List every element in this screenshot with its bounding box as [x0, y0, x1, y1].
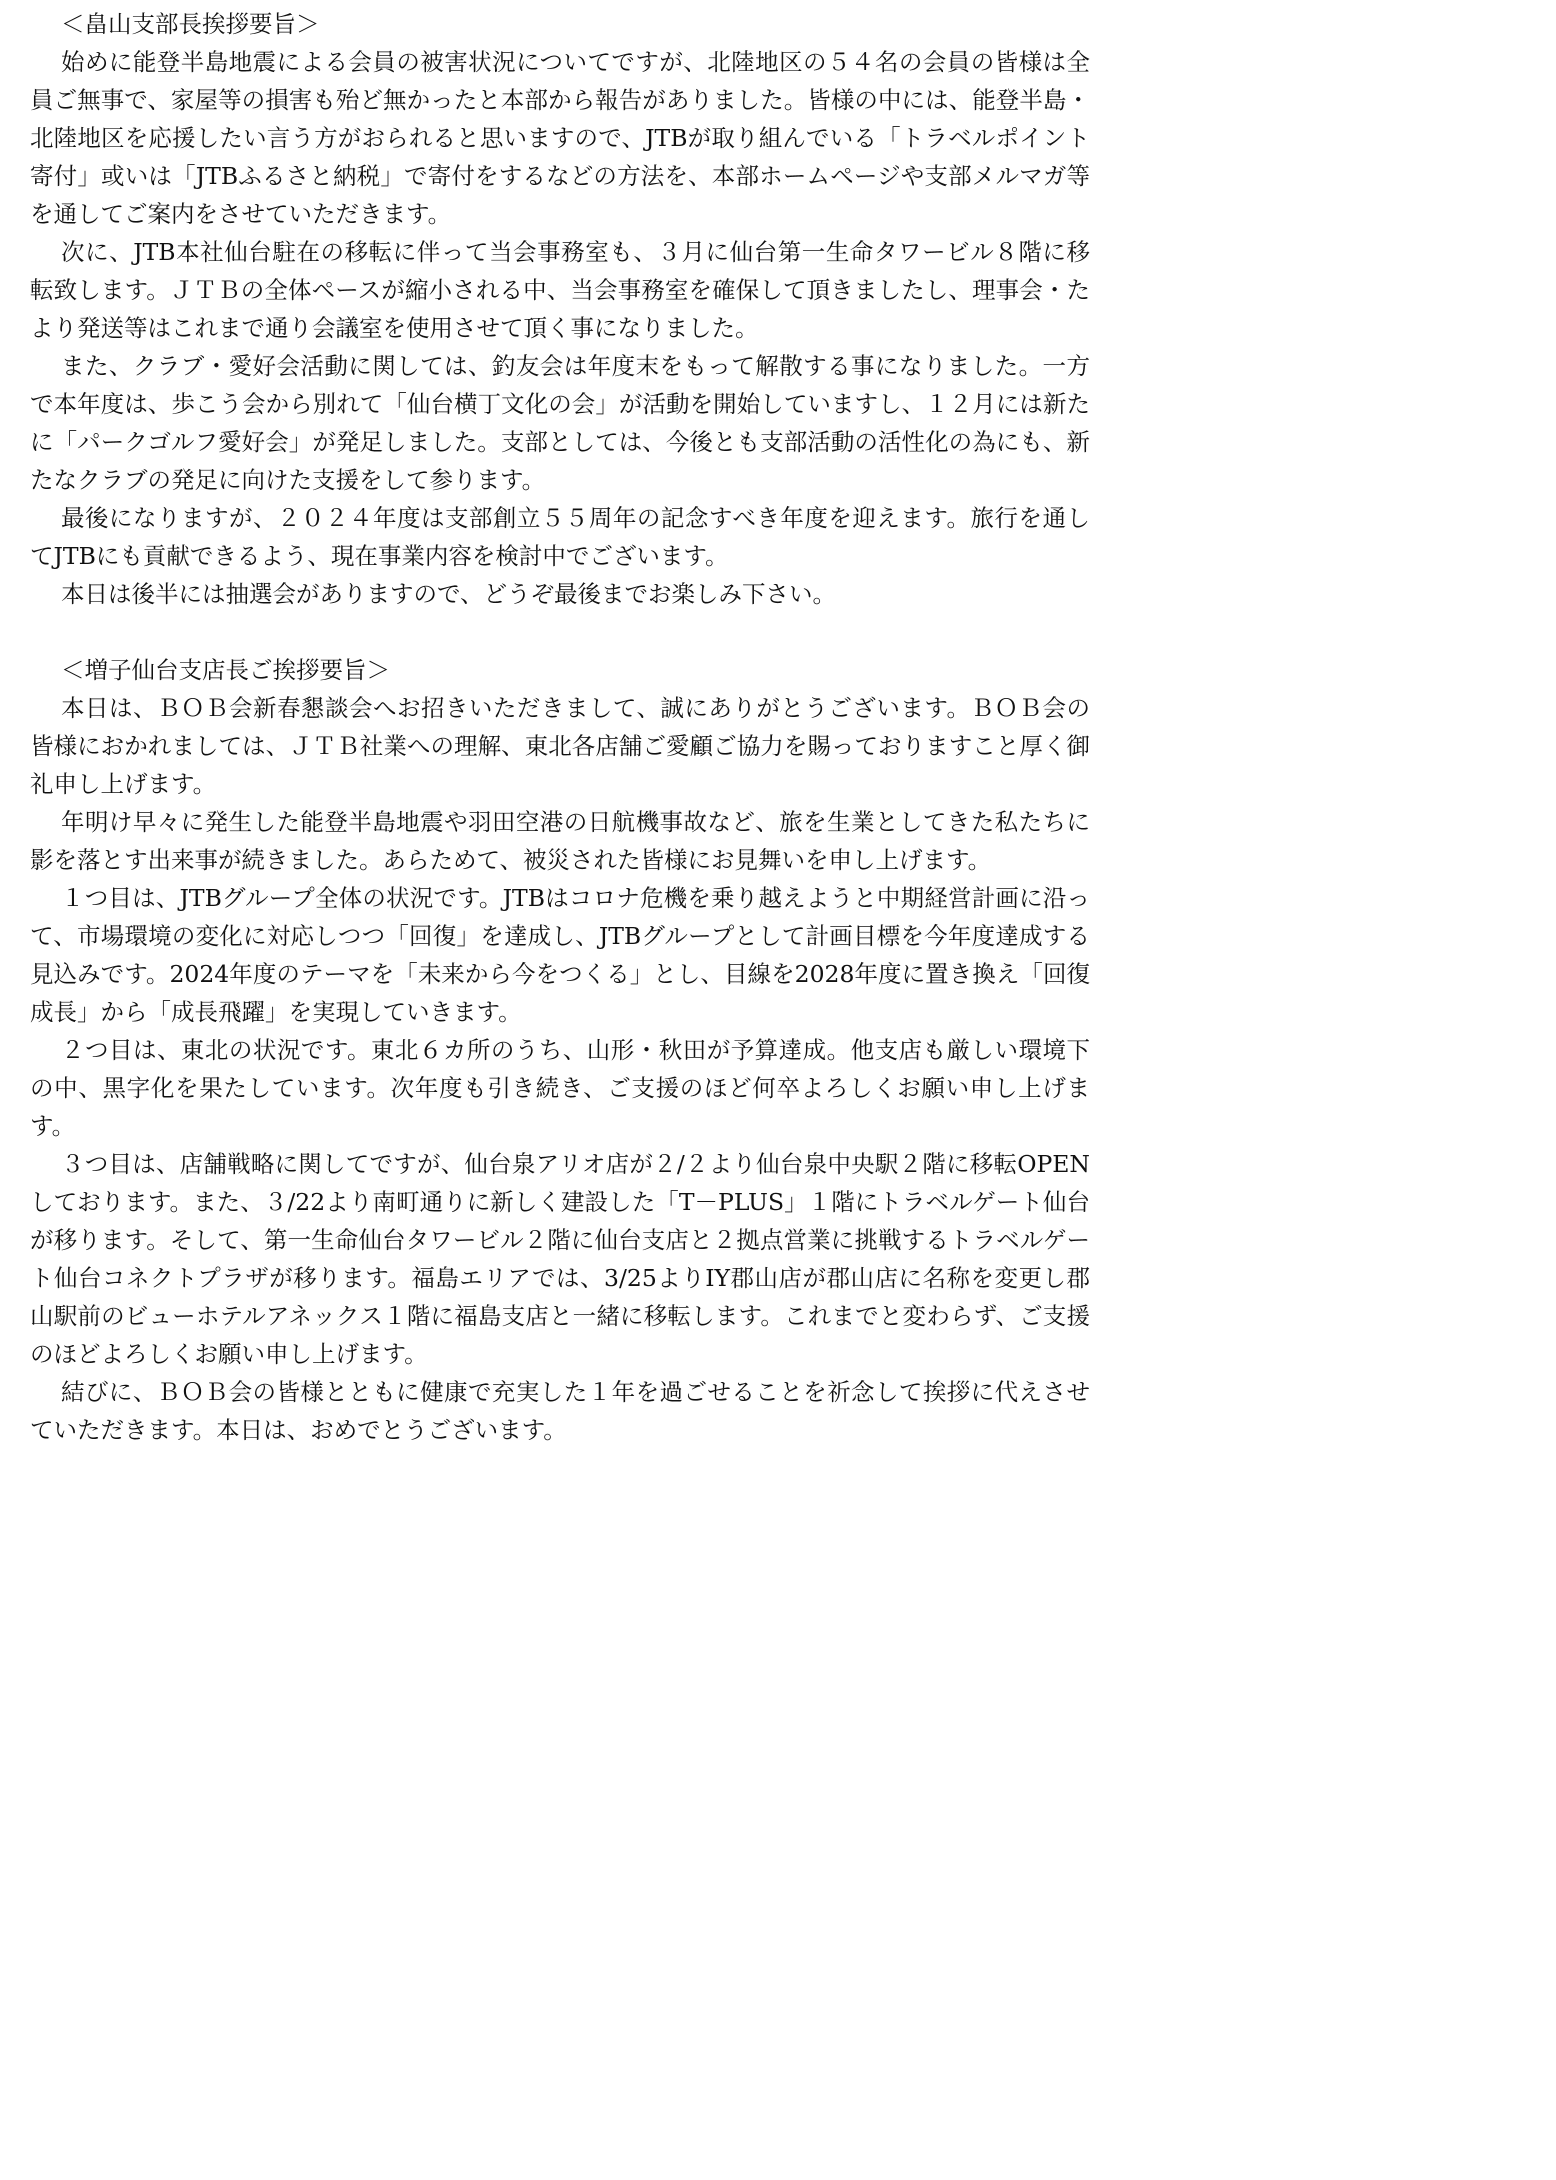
section-2-paragraph-6: 結びに、ＢＯＢ会の皆様とともに健康で充実した１年を過ごせることを祈念して挨拶に代えさせていただきます。本日は、おめでとうございます。 [30, 1378, 1090, 1444]
section-2-paragraph-4: ２つ目は、東北の状況です。東北６カ所のうち、山形・秋田が予算達成。他支店も厳しい環境下の中、黒字化を果たしています。次年度も引き続き、ご支援のほど何卒よろしくお願い申し上げます。 [30, 1036, 1090, 1140]
section-2-paragraph-3: １つ目は、JTBグループ全体の状況です。JTBはコロナ危機を乗り越えようと中期経営計画に沿って、市場環境の変化に対応しつつ「回復」を達成し、JTBグループとして計画目標を今年度達成する見込みです。2024年度のテーマを「未来から今をつくる」とし、目線を2028年度に置き換え「回復成長」から「成長飛躍」を実現していきます。 [30, 884, 1090, 1026]
section-1-paragraph-4: 最後になりますが、２０２４年度は支部創立５５周年の記念すべき年度を迎えます。旅行を通してJTBにも貢献できるよう、現在事業内容を検討中でございます。 [30, 504, 1090, 570]
document-page [30, 5, 1090, 1449]
section-1-paragraph-5: 本日は後半には抽選会がありますので、どうぞ最後までお楽しみ下さい。 [61, 580, 837, 608]
section-spacer [30, 613, 1090, 651]
section-2-paragraph-5: ３つ目は、店舗戦略に関してですが、仙台泉アリオ店が２/２より仙台泉中央駅２階に移転OPENしております。また、３/22より南町通りに新しく建設した「T－PLUS」１階にトラベルゲート仙台が移ります。そして、第一生命仙台タワービル２階に仙台支店と２拠点営業に挑戦するトラベルゲート仙台コネクトプラザが移ります。福島エリアでは、3/25よりIY郡山店が郡山店に名称を変更し郡山駅前のビューホテルアネックス１階に福島支店と一緒に移転します。これまでと変わらず、ご支援のほどよろしくお願い申し上げます。 [30, 1150, 1090, 1368]
section-1-heading: ＜畠山支部長挨拶要旨＞ [61, 10, 320, 38]
section-2-heading: ＜増子仙台支店長ご挨拶要旨＞ [61, 656, 390, 684]
section-2-paragraph-1: 本日は、ＢＯＢ会新春懇談会へお招きいただきまして、誠にありがとうございます。ＢＯＢ会の皆様におかれましては、ＪＴＢ社業への理解、東北各店舗ご愛顧ご協力を賜っておりますこと厚く御礼申し上げます。 [30, 694, 1090, 798]
section-1-paragraph-2: 次に、JTB本社仙台駐在の移転に伴って当会事務室も、３月に仙台第一生命タワービル８階に移転致します。ＪＴＢの全体ペースが縮小される中、当会事務室を確保して頂きましたし、理事会・たより発送等はこれまで通り会議室を使用させて頂く事になりました。 [30, 238, 1090, 342]
section-1-paragraph-1: 始めに能登半島地震による会員の被害状況についてですが、北陸地区の５４名の会員の皆様は全員ご無事で、家屋等の損害も殆ど無かったと本部から報告がありました。皆様の中には、能登半島・北陸地区を応援したい言う方がおられると思いますので、JTBが取り組んでいる「トラベルポイント寄付」或いは「JTBふるさと納税」で寄付をするなどの方法を、本部ホームページや支部メルマガ等を通してご案内をさせていただきます。 [30, 48, 1090, 228]
section-2-paragraph-2: 年明け早々に発生した能登半島地震や羽田空港の日航機事故など、旅を生業としてきた私たちに影を落とす出来事が続きました。あらためて、被災された皆様にお見舞いを申し上げます。 [30, 808, 1090, 874]
section-1-paragraph-3: また、クラブ・愛好会活動に関しては、釣友会は年度末をもって解散する事になりました。一方で本年度は、歩こう会から別れて「仙台横丁文化の会」が活動を開始していますし、１２月には新たに「パークゴルフ愛好会」が発足しました。支部としては、今後とも支部活動の活性化の為にも、新たなクラブの発足に向けた支援をして参ります。 [30, 352, 1090, 494]
